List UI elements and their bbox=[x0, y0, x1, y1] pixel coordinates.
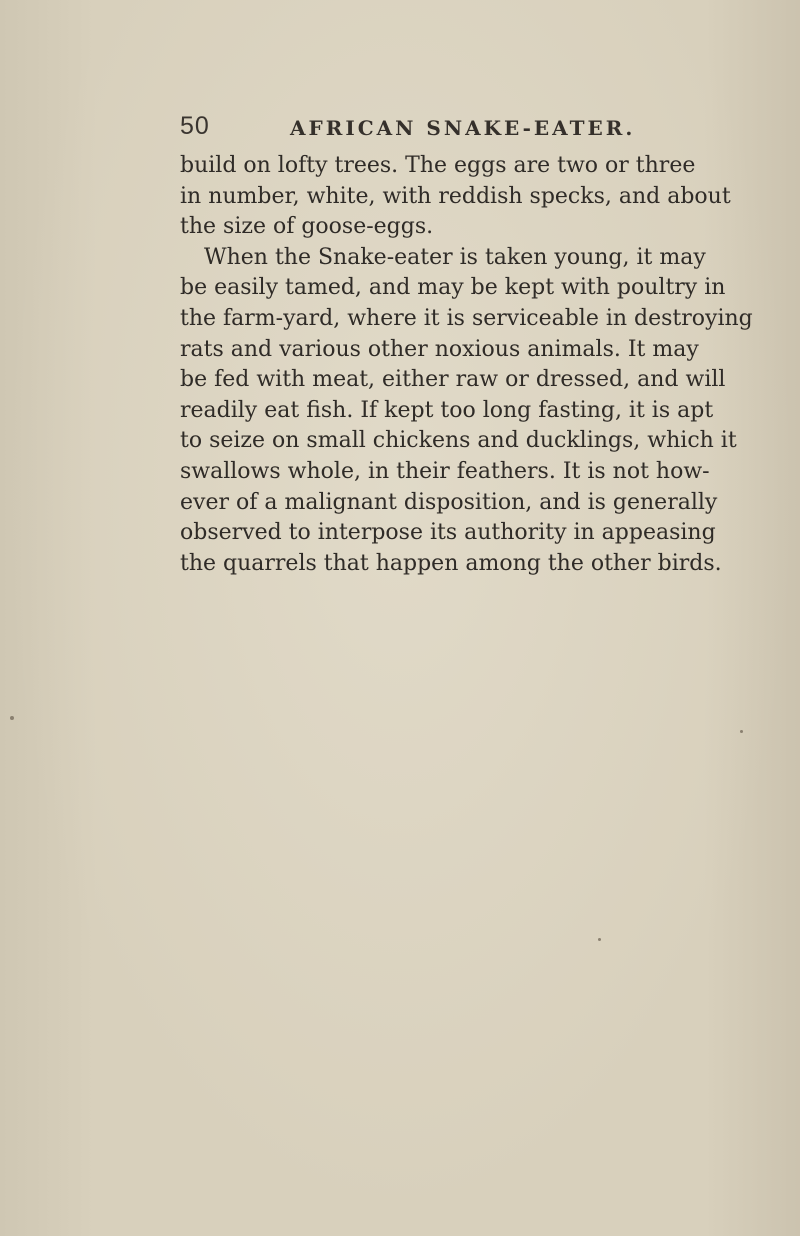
body-text bbox=[180, 151, 753, 579]
text-line: be fed with meat, either raw or dressed, and will bbox=[180, 367, 726, 393]
text-line: in number, white, with reddish specks, and about bbox=[180, 183, 731, 209]
paper-speck bbox=[10, 716, 14, 720]
text-line: to seize on small chickens and ducklings, which it bbox=[180, 428, 737, 454]
running-head-title: AFRICAN SNAKE-EATER. bbox=[290, 116, 636, 140]
paper-speck bbox=[740, 730, 743, 733]
text-line: the size of goose-eggs. bbox=[180, 214, 434, 240]
text-line: readily eat fish. If kept too long fasting, it is apt bbox=[180, 397, 714, 423]
text-line: When the Snake-eater is taken young, it may bbox=[204, 244, 706, 270]
text-line: the farm-yard, where it is serviceable in destroying bbox=[180, 305, 753, 331]
text-line: ever of a malignant disposition, and is generally bbox=[180, 489, 718, 515]
paper-speck bbox=[598, 938, 601, 941]
text-line: the quarrels that happen among the other birds. bbox=[180, 550, 722, 576]
text-line: rats and various other noxious animals. It may bbox=[180, 336, 699, 362]
text-line: be easily tamed, and may be kept with poultry in bbox=[180, 275, 726, 301]
text-line: observed to interpose its authority in appeasing bbox=[180, 520, 716, 546]
text-line: swallows whole, in their feathers. It is not how- bbox=[180, 458, 710, 484]
text-line: build on lofty trees. The eggs are two or three bbox=[180, 153, 696, 178]
running-head bbox=[180, 112, 680, 152]
page-number: 50 bbox=[180, 112, 210, 140]
